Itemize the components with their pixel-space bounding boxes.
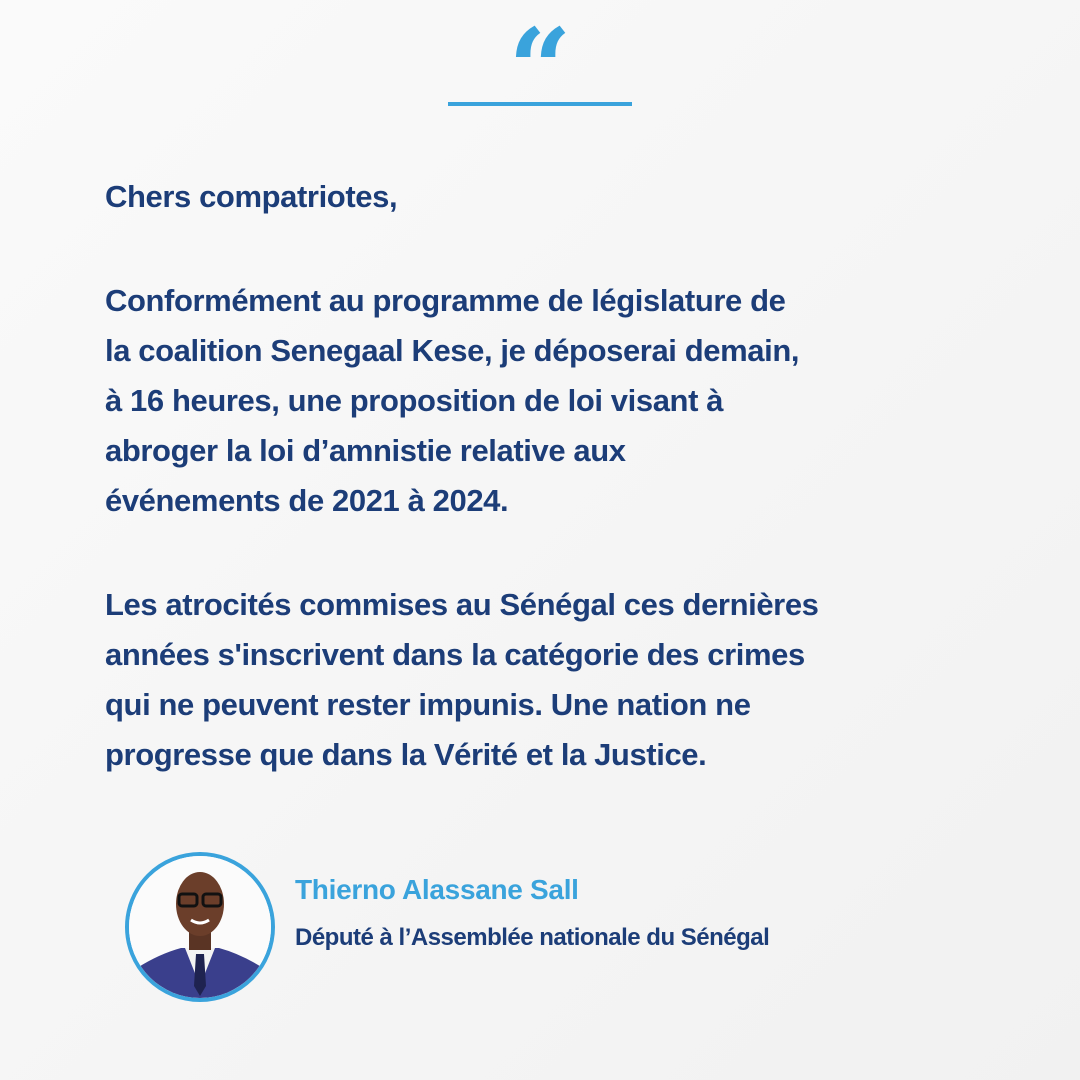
divider (448, 102, 632, 106)
text-line: Conformément au programme de législature de (105, 283, 786, 318)
text-line: événements de 2021 à 2024. (105, 483, 509, 518)
author-name: Thierno Alassane Sall (295, 874, 579, 905)
text-line: Les atrocités commises au Sénégal ces dernières (105, 587, 819, 622)
opening-quote-icon: “ (508, 14, 572, 84)
statement-text (105, 172, 1005, 834)
greeting-paragraph (105, 172, 1005, 222)
text-line: abroger la loi d’amnistie relative aux (105, 433, 626, 468)
text-line: à 16 heures, une proposition de loi visant à (105, 383, 724, 418)
author-title: Député à l’Assemblée nationale du Sénégal (295, 924, 770, 951)
text-line: qui ne peuvent rester impunis. Une nation ne (105, 687, 751, 722)
paragraph-2 (105, 580, 1005, 780)
text-line: progresse que dans la Vérité et la Justice. (105, 737, 707, 772)
text-line: la coalition Senegaal Kese, je déposerai demain, (105, 333, 800, 368)
text-line: années s'inscrivent dans la catégorie des crimes (105, 637, 805, 672)
paragraph-1 (105, 276, 1005, 526)
author-portrait-icon (129, 856, 271, 998)
author-avatar (125, 852, 275, 1002)
greeting: Chers compatriotes, (105, 179, 398, 214)
